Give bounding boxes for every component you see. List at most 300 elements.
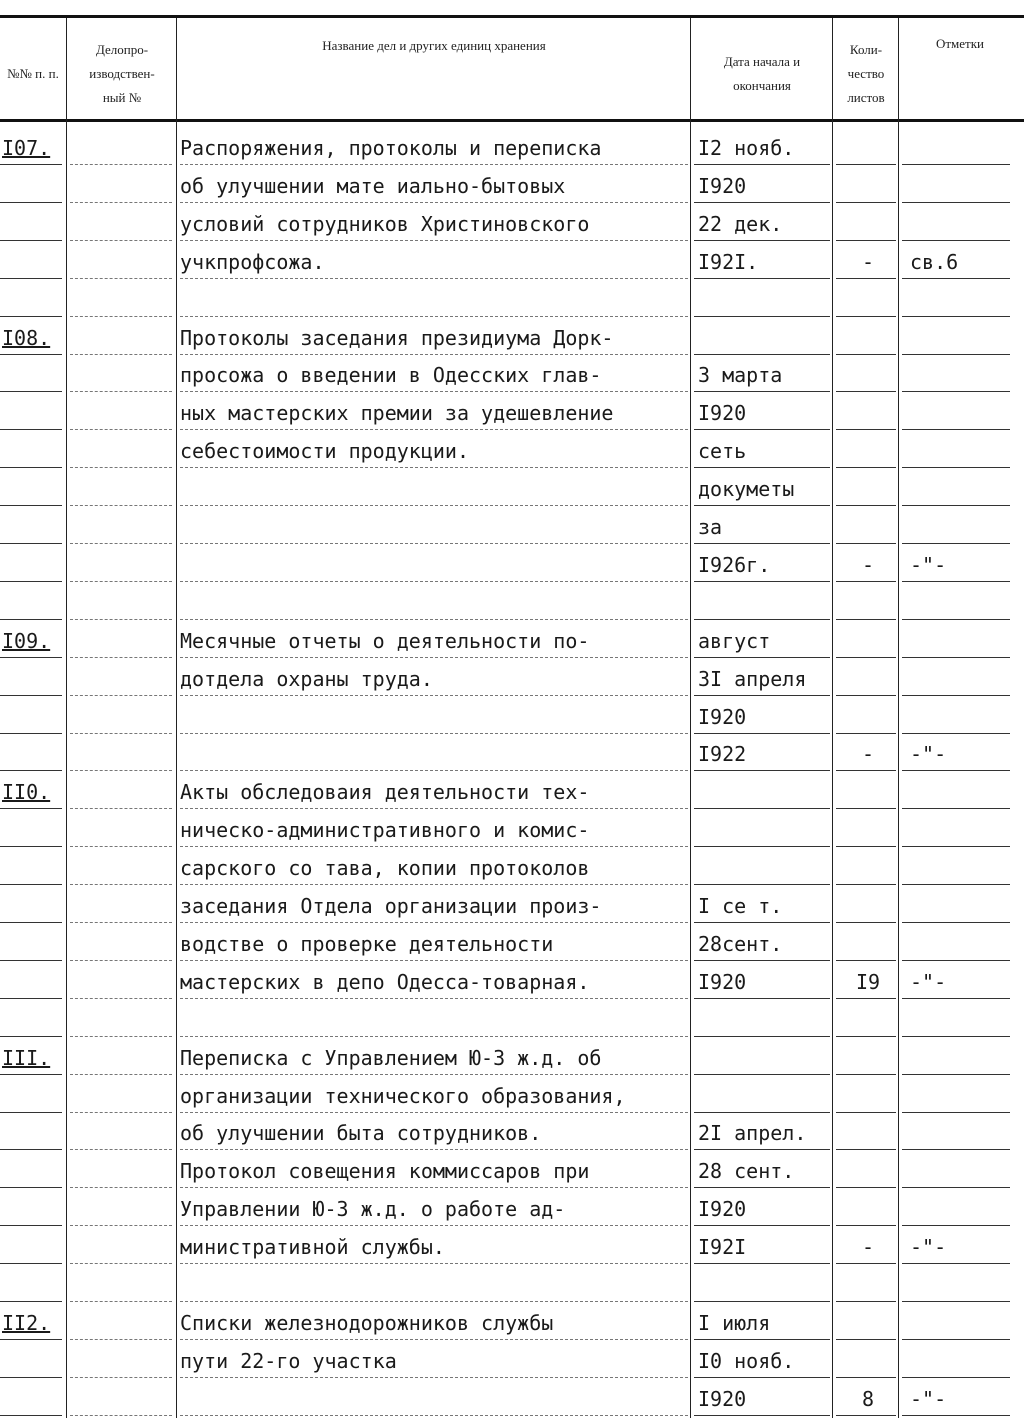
ruled-line [0,1149,62,1150]
ruled-line [836,998,896,999]
ruled-line [180,543,688,544]
item-sheet-count [838,585,898,621]
ruled-line [180,202,688,203]
ruled-line [694,619,830,620]
ruled-line [902,1339,1010,1340]
item-sheet-count [838,661,898,697]
item-date: 28 сент. [698,1159,795,1184]
ruled-line [70,1074,172,1075]
ruled-line [70,1263,172,1264]
ruled-line [180,960,688,961]
ruled-line [70,846,172,847]
item-sheet-count [838,850,898,886]
ruled-line [70,770,172,771]
ruled-line [70,922,172,923]
item-sheet-count [838,774,898,810]
ruled-line [180,695,688,696]
ruled-line [0,846,62,847]
ruled-line [180,922,688,923]
item-date: I920 [698,401,747,426]
ruled-line [180,240,688,241]
ruled-line [0,278,62,279]
ruled-line [0,543,62,544]
ruled-line [902,657,1010,658]
ruled-line [694,164,830,165]
ruled-line [180,354,688,355]
ruled-line [836,1263,896,1264]
ruled-line [902,1149,1010,1150]
item-title: просожа о введении в Одесских глав- [180,363,602,388]
item-title: заседания Отдела организации произ- [180,894,602,918]
item-sheet-count [838,282,898,318]
ruled-line [70,960,172,961]
ruled-line [836,543,896,544]
item-sheet-count: - [861,552,875,577]
ruled-line [70,467,172,468]
item-date: I920 [698,1386,747,1411]
ruled-line [0,1225,62,1226]
item-sheet-count [838,1115,898,1151]
ruled-line [836,1415,896,1416]
ruled-line [694,581,830,582]
item-date: I июля [698,1310,771,1335]
ruled-line [836,1112,896,1113]
ruled-line [180,164,688,165]
ruled-line [836,619,896,620]
ruled-line [694,1036,830,1037]
ruled-line [70,429,172,430]
ruled-line [0,695,62,696]
ruled-line [694,695,830,696]
ruled-line [836,429,896,430]
ruled-line [0,429,62,430]
item-title: Списки железнодорожников службы [180,1310,554,1335]
ruled-line [694,922,830,923]
ruled-line [902,1415,1010,1416]
ruled-line [70,543,172,544]
item-sheet-count: 8 [861,1386,875,1411]
ruled-line [180,581,688,582]
ruled-line [70,240,172,241]
ruled-line [694,1074,830,1075]
item-date: I926г. [698,552,771,577]
ruled-line [694,1339,830,1340]
ruled-line [902,1263,1010,1264]
ruled-line [694,1149,830,1150]
item-date: I920 [698,173,747,198]
ruled-line [694,543,830,544]
ruled-line [180,808,688,809]
item-sheet-count: - [861,249,875,274]
ruled-line [694,1187,830,1188]
ruled-line [902,960,1010,961]
ruled-line [836,1225,896,1226]
ruled-line [902,846,1010,847]
ruled-line [70,164,172,165]
ruled-line [70,808,172,809]
ruled-line [180,316,688,317]
item-date: I920 [698,704,747,729]
ruled-line [0,1301,62,1302]
ruled-line [180,1149,688,1150]
ruled-line [902,278,1010,279]
item-sheet-count [838,433,898,469]
item-title: дотдела охраны труда. [180,666,433,691]
item-sheet-count [838,1153,898,1189]
ruled-line [180,1339,688,1340]
ruled-line [0,619,62,620]
ruled-line [836,1187,896,1188]
item-notes: св.6 [910,249,959,274]
ruled-line [836,846,896,847]
ruled-line [902,391,1010,392]
header-number: №№ п. п. [7,66,59,81]
ruled-line [902,695,1010,696]
item-date: август [698,628,771,653]
ruled-line [0,733,62,734]
ruled-line [180,884,688,885]
item-sheet-count [838,471,898,507]
ruled-line [0,505,62,506]
ruled-line [180,505,688,506]
ruled-line [0,467,62,468]
ruled-line [836,1301,896,1302]
item-title: об улучшении мате иально-бытовых [180,173,566,198]
ruled-line [836,391,896,392]
ruled-line [70,278,172,279]
ruled-line [836,922,896,923]
ruled-line [180,1301,688,1302]
ruled-line [70,619,172,620]
item-date: 3I апреля [698,666,807,691]
ruled-line [694,1225,830,1226]
ruled-line [0,1074,62,1075]
ruled-line [694,240,830,241]
ruled-line [694,505,830,506]
item-sheet-count [838,926,898,962]
ruled-line [694,354,830,355]
item-title: Распоряжения, протоколы и переписка [180,136,602,160]
ruled-line [70,1036,172,1037]
ruled-line [70,1149,172,1150]
item-notes: -"- [910,552,947,577]
ruled-line [180,657,688,658]
ruled-line [836,770,896,771]
ruled-line [694,278,830,279]
ruled-line [694,733,830,734]
ruled-line [0,657,62,658]
item-date: 22 дек. [698,211,783,236]
ruled-line [836,657,896,658]
ruled-line [0,391,62,392]
item-date: докуметы [698,477,795,502]
ruled-line [0,354,62,355]
item-date: 28сент. [698,931,783,956]
ruled-line [836,1149,896,1150]
ruled-line [180,467,688,468]
header-dates: Дата начала и окончания [723,54,801,93]
ruled-line [694,429,830,430]
ruled-line [70,316,172,317]
ruled-line [836,1339,896,1340]
item-number: I07. [2,136,51,160]
column-divider [690,18,691,1418]
ruled-line [180,733,688,734]
item-sheet-count [838,1040,898,1076]
ruled-line [0,1036,62,1037]
ruled-line [0,922,62,923]
ruled-line [902,1187,1010,1188]
ruled-line [902,202,1010,203]
ruled-line [836,581,896,582]
item-date: I2 нояб. [698,136,795,160]
item-sheet-count [838,623,898,659]
item-sheet-count [838,1343,898,1379]
item-number: I09. [2,628,51,653]
item-title: Протокол совещения коммиссаров при [180,1159,590,1184]
ruled-line [902,619,1010,620]
ruled-line [70,1339,172,1340]
item-date: I се т. [698,894,783,918]
ruled-line [836,1074,896,1075]
ruled-line [836,467,896,468]
ruled-line [70,695,172,696]
ruled-line [902,429,1010,430]
item-sheet-count [838,357,898,393]
item-sheet-count [838,130,898,166]
item-date: I92I [698,1235,747,1260]
ruled-line [0,960,62,961]
item-sheet-count [838,1267,898,1303]
ruled-line [180,1074,688,1075]
item-title: об улучшении быта сотрудников. [180,1121,542,1146]
ruled-line [180,846,688,847]
ruled-line [70,581,172,582]
item-notes: -"- [910,742,947,767]
item-sheet-count: - [861,1235,875,1260]
ruled-line [0,316,62,317]
ruled-line [902,733,1010,734]
header-title: Название дел и других единиц хранения [322,38,546,53]
ruled-line [0,884,62,885]
ruled-line [902,1377,1010,1378]
item-sheet-count [838,320,898,356]
table-top-border [0,15,1024,18]
ruled-line [70,202,172,203]
item-title: Протоколы заседания президиума Дорк- [180,325,614,350]
ruled-line [902,1112,1010,1113]
item-title: Акты обследоваия деятельности тех- [180,780,590,805]
ruled-line [70,354,172,355]
item-number: III. [2,1045,51,1070]
ruled-line [694,657,830,658]
ruled-line [902,543,1010,544]
ruled-line [70,884,172,885]
ruled-line [0,808,62,809]
ruled-line [694,960,830,961]
item-sheet-count: I9 [855,969,881,994]
ruled-line [180,770,688,771]
ruled-line [694,1301,830,1302]
item-sheet-count [838,1078,898,1114]
ruled-line [902,240,1010,241]
ruled-line [902,316,1010,317]
item-title: учкпрофсожа. [180,249,325,274]
ruled-line [902,884,1010,885]
ruled-line [0,202,62,203]
header-sheets: Коли- чество листов [847,42,885,105]
item-date: I920 [698,1197,747,1222]
ruled-line [70,657,172,658]
item-notes: -"- [910,969,947,994]
ruled-line [902,1074,1010,1075]
ruled-line [0,1112,62,1113]
ruled-line [694,202,830,203]
ruled-line [70,1415,172,1416]
ruled-line [0,581,62,582]
item-sheet-count: - [861,742,875,767]
ruled-line [836,695,896,696]
ruled-line [180,1187,688,1188]
header-notes: Отметки [935,36,985,51]
item-notes: -"- [910,1386,947,1411]
ruled-line [902,1301,1010,1302]
column-divider [66,18,67,1418]
ruled-line [0,164,62,165]
item-title: Управлении Ю-З ж.д. о работе ад- [180,1197,566,1222]
ruled-line [902,808,1010,809]
item-title: водстве о проверке деятельности [180,931,554,956]
ruled-line [836,354,896,355]
item-title: организации технического образования, [180,1083,626,1108]
item-date: I922 [698,742,747,767]
item-sheet-count [838,1191,898,1227]
ruled-line [694,1112,830,1113]
item-sheet-count [838,168,898,204]
item-date: I920 [698,969,747,994]
item-title: мастерских в депо Одесса-товарная. [180,969,590,994]
ruled-line [0,770,62,771]
item-date: 2I апрел. [698,1121,807,1146]
item-sheet-count [838,206,898,242]
ruled-line [180,1112,688,1113]
ruled-line [902,770,1010,771]
column-divider [176,18,177,1418]
ruled-line [180,429,688,430]
item-date: за [698,515,723,539]
ruled-line [694,1415,830,1416]
ruled-line [180,278,688,279]
item-title: пути 22-го участка [180,1348,397,1373]
ruled-line [694,808,830,809]
ruled-line [180,998,688,999]
ruled-line [180,619,688,620]
item-sheet-count [838,812,898,848]
ruled-line [70,733,172,734]
ruled-line [836,316,896,317]
ruled-line [694,846,830,847]
ruled-line [0,1415,62,1416]
ruled-line [70,1187,172,1188]
ruled-line [902,164,1010,165]
column-divider [898,18,899,1418]
header-office-number: Делопро- изводствен- ный № [89,42,155,105]
item-title: ных мастерских премии за удешевление [180,401,614,426]
ruled-line [694,316,830,317]
ruled-line [836,884,896,885]
ruled-line [836,733,896,734]
item-sheet-count [838,888,898,924]
ruled-line [694,391,830,392]
ruled-line [180,1263,688,1264]
ruled-line [70,1301,172,1302]
item-title: себестоимости продукции. [180,439,469,464]
item-date: сеть [698,439,747,464]
ruled-line [836,1036,896,1037]
ruled-line [902,922,1010,923]
ruled-line [694,884,830,885]
ruled-line [902,354,1010,355]
item-sheet-count [838,1002,898,1038]
ruled-line [180,1036,688,1037]
item-title: ническо-административного и комис- [180,818,590,843]
ruled-line [70,998,172,999]
ruled-line [902,581,1010,582]
ruled-line [902,1036,1010,1037]
item-number: II2. [2,1310,51,1335]
ruled-line [836,808,896,809]
ruled-line [180,1415,688,1416]
ruled-line [70,391,172,392]
item-date: 3 марта [698,363,783,388]
ruled-line [0,1377,62,1378]
ruled-line [836,202,896,203]
ruled-line [902,505,1010,506]
ruled-line [0,240,62,241]
ruled-line [0,1339,62,1340]
item-title: министративной службы. [180,1235,445,1260]
ruled-line [70,1112,172,1113]
ruled-line [180,391,688,392]
ruled-line [70,1225,172,1226]
item-number: I08. [2,325,51,350]
ruled-line [836,505,896,506]
item-sheet-count [838,1305,898,1341]
ruled-line [0,1187,62,1188]
ruled-line [902,998,1010,999]
ruled-line [836,960,896,961]
ruled-line [694,770,830,771]
ruled-line [70,1377,172,1378]
ruled-line [836,164,896,165]
ruled-line [180,1225,688,1226]
ruled-line [836,240,896,241]
ruled-line [694,467,830,468]
item-title: Переписка с Управлением Ю-З ж.д. об [180,1045,602,1070]
ruled-line [902,1225,1010,1226]
item-sheet-count [838,699,898,735]
item-date: I0 нояб. [698,1348,795,1373]
ruled-line [0,998,62,999]
ruled-line [902,467,1010,468]
ruled-line [836,278,896,279]
item-date: I92I. [698,249,759,274]
ruled-line [70,505,172,506]
ruled-line [694,1377,830,1378]
ruled-line [694,1263,830,1264]
item-title: сарского со тава, копии протоколов [180,856,590,881]
column-divider [832,18,833,1418]
